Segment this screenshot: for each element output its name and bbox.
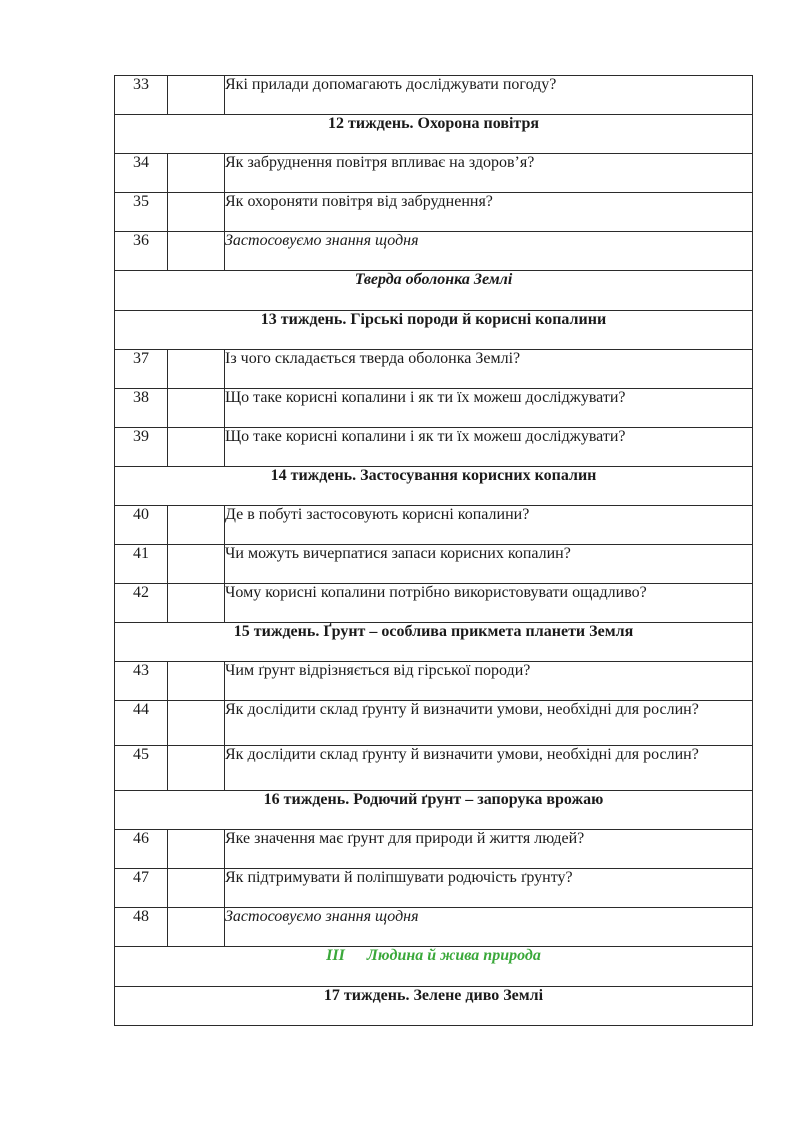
table-row (115, 350, 753, 389)
week-heading-row (115, 311, 753, 350)
date-cell (168, 506, 225, 545)
week-heading-row (115, 115, 753, 154)
lesson-number: 46 (115, 830, 168, 869)
lesson-topic: Які прилади допомагають досліджувати погоду? (225, 76, 753, 115)
lesson-number: 33 (115, 76, 168, 115)
section-title: Людина й жива природа (366, 947, 541, 964)
table-row (115, 584, 753, 623)
lesson-number: 34 (115, 154, 168, 193)
lesson-topic: Як охороняти повітря від забруднення? (225, 193, 753, 232)
lesson-topic: Як дослідити склад ґрунту й визначити умови, необхідні для рослин? (225, 701, 753, 746)
lesson-topic: Як дослідити склад ґрунту й визначити умови, необхідні для рослин? (225, 746, 753, 791)
table-row (115, 76, 753, 115)
lesson-number: 36 (115, 232, 168, 271)
table-row (115, 746, 753, 791)
week-heading-row (115, 791, 753, 830)
date-cell (168, 193, 225, 232)
date-cell (168, 428, 225, 467)
date-cell (168, 584, 225, 623)
lesson-topic: Чому корисні копалини потрібно використовувати ощадливо? (225, 584, 753, 623)
table-row (115, 506, 753, 545)
lesson-number: 43 (115, 662, 168, 701)
lesson-number: 35 (115, 193, 168, 232)
lesson-topic: Чим ґрунт відрізняється від гірської породи? (225, 662, 753, 701)
lesson-number: 37 (115, 350, 168, 389)
lesson-number: 40 (115, 506, 168, 545)
table-row (115, 389, 753, 428)
table-row (115, 545, 753, 584)
table-row (115, 428, 753, 467)
lesson-number: 45 (115, 746, 168, 791)
section-heading-row (115, 271, 753, 311)
lesson-number: 42 (115, 584, 168, 623)
lesson-number: 41 (115, 545, 168, 584)
lesson-topic: Що таке корисні копалини і як ти їх можеш досліджувати? (225, 389, 753, 428)
lesson-number: 38 (115, 389, 168, 428)
week-heading: 13 тиждень. Гірські породи й корисні копалини (115, 311, 753, 350)
table-row (115, 701, 753, 746)
lesson-topic: Яке значення має ґрунт для природи й життя людей? (225, 830, 753, 869)
lesson-topic: Із чого складається тверда оболонка Землі? (225, 350, 753, 389)
date-cell (168, 350, 225, 389)
date-cell (168, 389, 225, 428)
lesson-topic: Чи можуть вичерпатися запаси корисних копалин? (225, 545, 753, 584)
table-row (115, 908, 753, 947)
section-heading (115, 947, 753, 987)
table-row (115, 232, 753, 271)
week-heading: 12 тиждень. Охорона повітря (115, 115, 753, 154)
table-row (115, 154, 753, 193)
week-heading-row (115, 987, 753, 1026)
date-cell (168, 746, 225, 791)
week-heading: 17 тиждень. Зелене диво Землі (115, 987, 753, 1026)
table-row (115, 662, 753, 701)
section-heading: Тверда оболонка Землі (115, 271, 753, 311)
section-roman-numeral: III (326, 947, 345, 964)
lesson-topic: Що таке корисні копалини і як ти їх можеш досліджувати? (225, 428, 753, 467)
week-heading-row (115, 623, 753, 662)
table-row (115, 193, 753, 232)
date-cell (168, 830, 225, 869)
week-heading: 14 тиждень. Застосування корисних копалин (115, 467, 753, 506)
lesson-number: 48 (115, 908, 168, 947)
week-heading-row (115, 467, 753, 506)
date-cell (168, 701, 225, 746)
section-heading-row (115, 947, 753, 987)
date-cell (168, 662, 225, 701)
week-heading: 15 тиждень. Ґрунт – особлива прикмета планети Земля (115, 623, 753, 662)
table-row (115, 869, 753, 908)
lesson-topic: Як забруднення повітря впливає на здоров’я? (225, 154, 753, 193)
lesson-topic: Де в побуті застосовують корисні копалини? (225, 506, 753, 545)
date-cell (168, 154, 225, 193)
lesson-plan-table (114, 75, 753, 1026)
week-heading: 16 тиждень. Родючий ґрунт – запорука врожаю (115, 791, 753, 830)
date-cell (168, 545, 225, 584)
date-cell (168, 908, 225, 947)
lesson-number: 44 (115, 701, 168, 746)
lesson-topic: Як підтримувати й поліпшувати родючість ґрунту? (225, 869, 753, 908)
date-cell (168, 869, 225, 908)
table-row (115, 830, 753, 869)
lesson-number: 39 (115, 428, 168, 467)
lesson-number: 47 (115, 869, 168, 908)
date-cell (168, 76, 225, 115)
lesson-topic: Застосовуємо знання щодня (225, 232, 753, 271)
date-cell (168, 232, 225, 271)
lesson-topic: Застосовуємо знання щодня (225, 908, 753, 947)
